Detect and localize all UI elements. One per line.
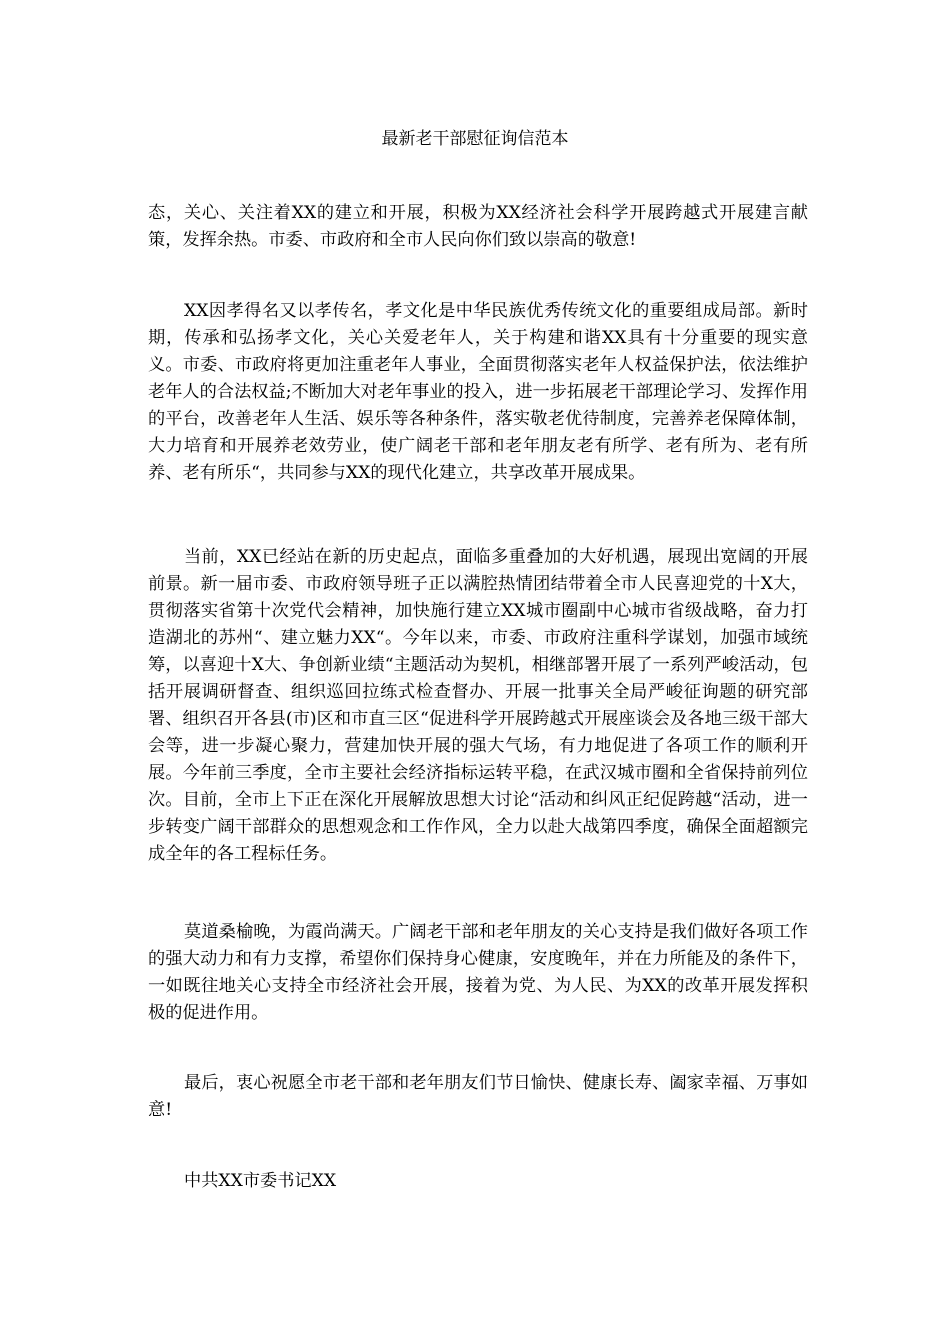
paragraph-support: 莫道桑榆晚，为霞尚满天。广阔老干部和老年朋友的关心支持是我们做好各项工作的强大动力和有力支撑，希望你们保持身心健康，安度晚年，并在力所能及的条件下，一如既往地关心支持全市经济社会开展，接着为党、为人民、为XX的改革开展发挥积极的促进作用。	[148, 922, 808, 1023]
paragraph-opening: 态，关心、关注着XX的建立和开展，积极为XX经济社会科学开展跨越式开展建言献策，发挥余热。市委、市政府和全市人民向你们致以崇高的敬意!	[148, 203, 808, 250]
page-title: 最新老干部慰征询信范本	[381, 129, 569, 149]
paragraph-current-situation: 当前，XX已经站在新的历史起点，面临多重叠加的大好机遇，展现出宽阔的开展前景。新一届市委、市政府领导班子正以满腔热情团结带着全市人民喜迎党的十X大，贯彻落实省第十次党代会精神，加快施行建立XX城市圈副中心城市省级战略，奋力打造湖北的苏州“、建立魅力XX“。今年以来，市委、市政府注重科学谋划，加强市域统筹，以喜迎十X大、争创新业绩“主题活动为契机，相继部署开展了一系列严峻活动，包括开展调研督查、组织巡回拉练式检查督办、开展一批事关全局严峻征询题的研究部署、组织召开各县(市)区和市直三区“促进科学开展跨越式开展座谈会及各地三级干部大会等，进一步凝心聚力，营建加快开展的强大气场，有力地促进了各项工作的顺利开展。今年前三季度，全市主要社会经济指标运转平稳，在武汉城市圈和全省保持前列位次。目前，全市上下正在深化开展解放思想大讨论“活动和纠风正纪促跨越“活动，进一步转变广阔干部群众的思想观念和工作作风，全力以赴大战第四季度，确保全面超额完成全年的各工程标任务。	[148, 547, 808, 864]
paragraph-closing-wishes: 最后，衷心祝愿全市老干部和老年朋友们节日愉快、健康长寿、阖家幸福、万事如意!	[148, 1073, 808, 1120]
signature: 中共XX市委书记XX	[184, 1171, 337, 1191]
paragraph-filial-culture: XX因孝得名又以孝传名，孝文化是中华民族优秀传统文化的重要组成局部。新时期，传承和弘扬孝文化，关心关爱老年人，关于构建和谐XX具有十分重要的现实意义。市委、市政府将更加注重老年人事业，全面贯彻落实老年人权益保护法，依法维护老年人的合法权益;不断加大对老年事业的投入，进一步拓展老干部理论学习、发挥作用的平台，改善老年人生活、娱乐等各种条件，落实敬老优待制度，完善养老保障体制，大力培育和开展养老效劳业，使广阔老干部和老年朋友老有所学、老有所为、老有所养、老有所乐“，共同参与XX的现代化建立，共享改革开展成果。	[148, 301, 808, 483]
